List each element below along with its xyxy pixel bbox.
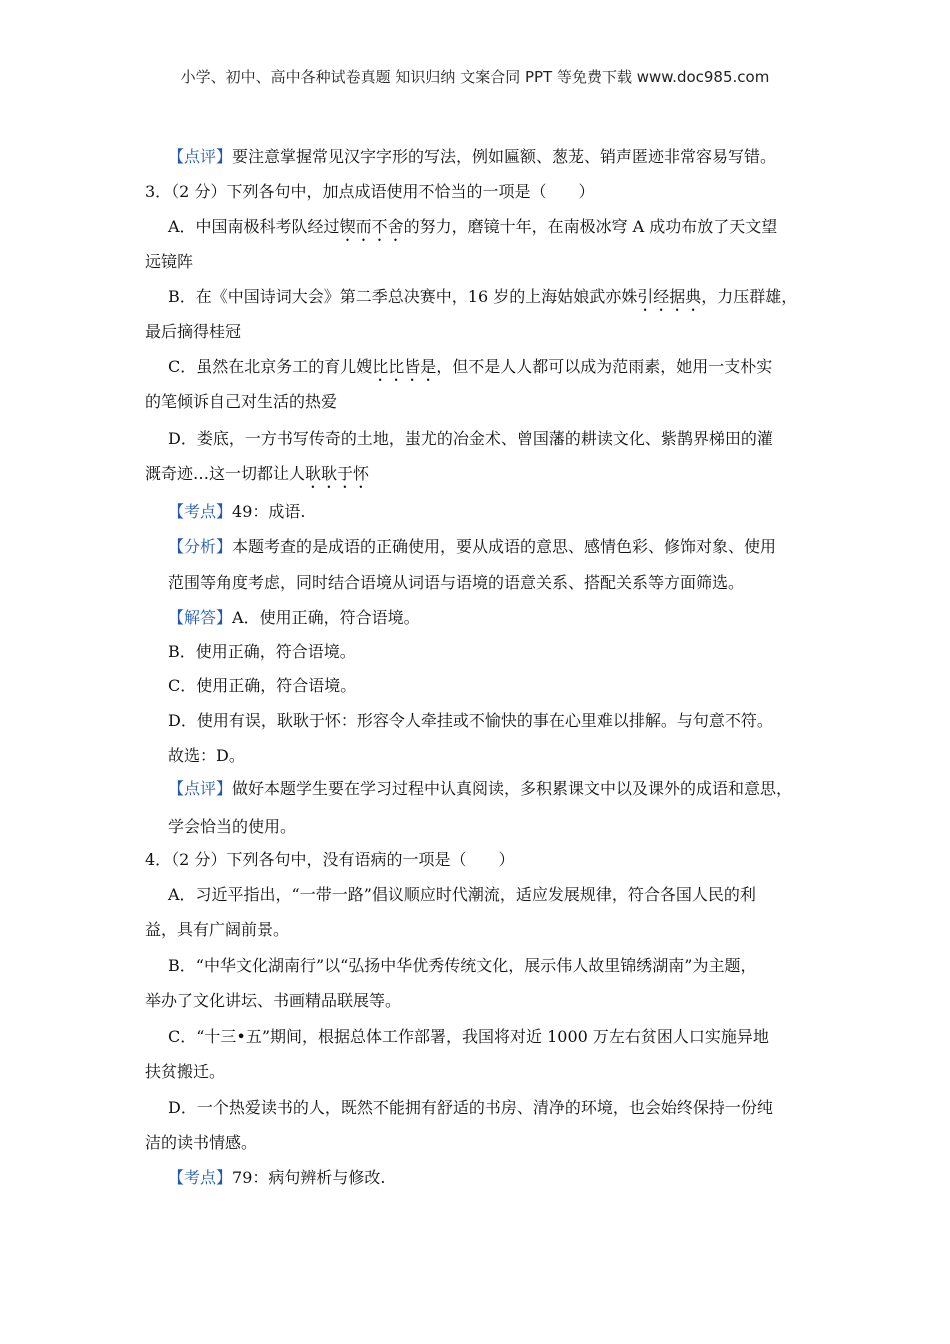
analysis-line: 【分析】本题考查的是成语的正确使用，要从成语的意思、感情色彩、修饰对象、使用 [168, 537, 777, 556]
option-d-cont: 洁的读书情感。 [145, 1133, 258, 1152]
answer-line: 【解答】A．使用正确，符合语境。 [168, 608, 420, 627]
kaodian-tag: 【考点】 [168, 1168, 233, 1187]
dotted-idiom: 引经据典 [637, 287, 702, 306]
analysis-tag: 【分析】 [168, 537, 233, 556]
option-c-cont: 扶贫搬迁。 [145, 1062, 226, 1081]
option-a-cont: 益，具有广阔前景。 [145, 920, 290, 939]
answer-choice: 故选：D。 [168, 746, 245, 765]
option-d-line: D．娄底，一方书写传奇的土地，蚩尤的冶金术、曾国藩的耕读文化、紫鹊界梯田的灌 [168, 429, 773, 448]
option-c-line: C．“十三•五”期间，根据总体工作部署，我国将对近 1000 万左右贫困人口实施异地 [168, 1027, 769, 1046]
review-tag: 【点评】 [168, 779, 233, 798]
option-b-cont: 最后摘得桂冠 [145, 322, 242, 341]
dotted-idiom: 耿耿于怀 [305, 464, 370, 483]
review-tag: 【点评】 [168, 147, 233, 166]
option-d-cont: 溉奇迹…这一切都让人耿耿于怀 [145, 464, 370, 483]
option-c-cont: 的笔倾诉自己对生活的热爱 [145, 392, 338, 411]
analysis-cont: 范围等角度考虑，同时结合语境从词语与语境的语意关系、搭配关系等方面筛选。 [168, 573, 745, 592]
option-a-line: A．习近平指出，“一带一路”倡议顺应时代潮流，适应发展规律，符合各国人民的利 [168, 885, 756, 904]
dotted-idiom: 比比皆是 [372, 357, 437, 376]
answer-b: B．使用正确，符合语境。 [168, 642, 356, 661]
page-header: 小学、初中、高中各种试卷真题 知识归纳 文案合同 PPT 等免费下载 www.doc985.com [180, 68, 770, 86]
option-d-line: D．一个热爱读书的人，既然不能拥有舒适的书房、清净的环境，也会始终保持一份纯 [168, 1098, 773, 1117]
option-b-line: B．“中华文化湖南行”以“弘扬中华优秀传统文化，展示伟人故里锦绣湖南”为主题， [168, 956, 757, 975]
review-line: 【点评】做好本题学生要在学习过程中认真阅读，多积累课文中以及课外的成语和意思， [168, 779, 793, 798]
option-b-line: B．在《中国诗词大会》第二季总决赛中，16 岁的上海姑娘武亦姝引经据典，力压群雄， [168, 287, 798, 306]
option-a-cont: 远镜阵 [145, 252, 194, 271]
question-4-stem: 4．（2 分）下列各句中，没有语病的一项是（ ） [145, 850, 515, 869]
review-cont: 学会恰当的使用。 [168, 817, 297, 836]
kaodian-tag: 【考点】 [168, 502, 233, 521]
review-line: 【点评】要注意掌握常见汉字字形的写法，例如匾额、葱茏、销声匿迹非常容易写错。 [168, 147, 777, 166]
dotted-idiom: 锲而不舍 [339, 217, 404, 236]
answer-tag: 【解答】 [168, 608, 233, 627]
answer-d: D．使用有误，耿耿于怀：形容令人牵挂或不愉快的事在心里难以排解。与句意不符。 [168, 711, 773, 730]
option-c-line: C．虽然在北京务工的育儿嫂比比皆是，但不是人人都可以成为范雨素，她用一支朴实 [168, 357, 773, 376]
kaodian-line: 【考点】79：病句辨析与修改. [168, 1168, 386, 1187]
option-b-cont: 举办了文化讲坛、书画精品联展等。 [145, 991, 402, 1010]
question-3-stem: 3．（2 分）下列各句中，加点成语使用不恰当的一项是（ ） [145, 182, 595, 201]
option-a-line: A．中国南极科考队经过锲而不舍的努力，磨镜十年，在南极冰穹 A 成功布放了天文望 [168, 217, 778, 236]
kaodian-line: 【考点】49：成语. [168, 502, 306, 521]
answer-c: C．使用正确，符合语境。 [168, 676, 357, 695]
